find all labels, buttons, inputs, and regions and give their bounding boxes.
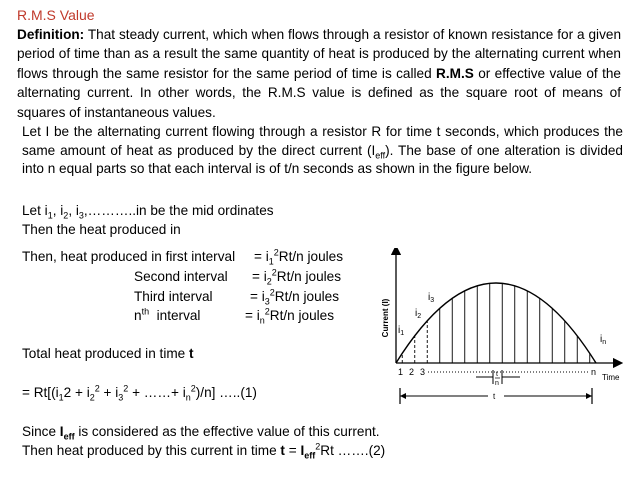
eq1-sub2: 2 bbox=[89, 392, 95, 403]
para2-a: Let I be the alternating current flowing through a resistor R for time t seconds, which produces the same amount of heat as produced by the direct current (I bbox=[22, 124, 623, 158]
second-interval-value bbox=[252, 267, 342, 287]
eq1-sub1: 1 bbox=[58, 392, 64, 403]
tick-3: 3 bbox=[420, 367, 426, 377]
eq1-d: + ……+ i bbox=[128, 385, 186, 400]
eq2-a: Then heat produced by this current in time bbox=[22, 443, 281, 458]
first-eq: = i bbox=[254, 249, 269, 264]
eq2-eff: eff bbox=[304, 450, 316, 461]
total-heat-line bbox=[22, 346, 194, 361]
eq1-subn: n bbox=[185, 392, 191, 403]
definition-text: That steady current, which when flows through a resistor of known resistance for a given period of time than as a result the same quantity of heat is produced by the alternating current when flows through the same resistor for the same period of time is called bbox=[17, 27, 621, 81]
mid-sub3: 3 bbox=[78, 210, 84, 221]
i2-label: $i_2$ bbox=[415, 308, 422, 320]
second-tail: Rt/n joules bbox=[276, 269, 342, 284]
mid-d: ,………..in be the mid ordinates bbox=[83, 203, 274, 218]
y-axis-label: Current (I) bbox=[381, 298, 390, 338]
since-I: I bbox=[59, 424, 64, 439]
para2-eff: eff bbox=[375, 150, 386, 161]
current-curve bbox=[396, 283, 596, 363]
third-interval-label: Third interval bbox=[134, 289, 213, 304]
tick-2: 2 bbox=[409, 367, 415, 377]
first-interval-value bbox=[254, 247, 344, 267]
mid-sub2: 2 bbox=[63, 210, 69, 221]
third-eq: = i bbox=[250, 289, 265, 304]
eq1-sup3: 2 bbox=[123, 383, 129, 394]
nth-eq: = i bbox=[245, 308, 260, 323]
nth-th: th bbox=[141, 306, 150, 317]
tick-n: n bbox=[591, 367, 597, 377]
third-tail: Rt/n joules bbox=[274, 289, 340, 304]
mid-c: , i bbox=[68, 203, 79, 218]
nth-tail: Rt/n joules bbox=[269, 308, 335, 323]
since-a: Since bbox=[22, 424, 60, 439]
nth-rest: interval bbox=[149, 308, 201, 323]
eq1-e: )/n] …..(1) bbox=[195, 385, 257, 400]
eq1-c: + i bbox=[99, 385, 119, 400]
equation-2 bbox=[22, 441, 386, 461]
eq1-a: = Rt[(i bbox=[22, 385, 59, 400]
mid-sub1: 1 bbox=[47, 210, 53, 221]
definition-paragraph bbox=[17, 25, 621, 122]
nth-sup: 2 bbox=[264, 306, 270, 317]
t-label: t bbox=[493, 392, 496, 401]
x-axis-label: Time bbox=[602, 373, 620, 382]
second-sub: 2 bbox=[266, 276, 272, 287]
mid-a: Let i bbox=[22, 203, 48, 218]
eq1-b: 2 + i bbox=[63, 385, 90, 400]
definition-label: Definition: bbox=[17, 27, 85, 42]
nth-n: n bbox=[134, 308, 142, 323]
eq2-I: I bbox=[300, 443, 305, 458]
third-sub: 3 bbox=[264, 296, 270, 307]
since-eff: eff bbox=[63, 431, 75, 442]
third-interval-value bbox=[250, 287, 340, 307]
i3-label: $i_3$ bbox=[428, 292, 435, 304]
eq1-sub3: 3 bbox=[118, 392, 124, 403]
total-heat-t: t bbox=[189, 346, 194, 361]
total-heat-text: Total heat produced in time bbox=[22, 346, 190, 361]
mid-ordinates-line bbox=[22, 203, 274, 221]
since-line bbox=[22, 424, 380, 442]
frac-num: t bbox=[496, 371, 498, 378]
slide-title: R.M.S Value bbox=[17, 7, 95, 23]
eq1-supn: 2 bbox=[190, 383, 196, 394]
nth-interval-value bbox=[245, 306, 335, 326]
tick-1: 1 bbox=[398, 367, 404, 377]
t-arrow-left bbox=[400, 393, 406, 399]
frac-den: n bbox=[495, 380, 499, 387]
first-tail: Rt/n joules bbox=[278, 249, 344, 264]
then-heat-line: Then the heat produced in bbox=[22, 222, 181, 237]
second-interval-label: Second interval bbox=[134, 269, 228, 284]
first-sup: 2 bbox=[273, 247, 279, 258]
third-sup: 2 bbox=[269, 287, 275, 298]
eq2-sup: 2 bbox=[315, 441, 321, 452]
eq2-c: Rt …….(2) bbox=[320, 443, 386, 458]
since-d: is considered as the effective value of this current. bbox=[74, 424, 380, 439]
i1-label: $i_1$ bbox=[398, 325, 405, 337]
sine-wave-figure bbox=[378, 248, 626, 408]
eq2-t: t bbox=[280, 443, 285, 458]
nth-interval-label bbox=[134, 308, 200, 323]
definition-bold-term: R.M.S bbox=[436, 65, 474, 81]
mid-ordinates bbox=[402, 283, 590, 363]
first-sub: 1 bbox=[268, 256, 274, 267]
definition-text-2: or effective value of the alternating current. In other words, the R.M.S value is defined as the square root of means of squares of instantaneous values. bbox=[17, 65, 621, 120]
in-label: $i_n$ bbox=[600, 334, 607, 346]
eq2-b: = bbox=[284, 443, 301, 458]
second-eq: = i bbox=[252, 269, 267, 284]
para2-b: ). The base of one alteration is divided into n equal parts so that each interval is of t/n seconds as shown in the figure below. bbox=[22, 142, 623, 177]
t-arrow-right bbox=[586, 393, 592, 399]
first-interval-label: Then, heat produced in first interval bbox=[22, 249, 236, 264]
eq1-sup2: 2 bbox=[94, 383, 100, 394]
mid-b: , i bbox=[52, 203, 64, 218]
nth-sub: n bbox=[259, 315, 265, 326]
equation-1 bbox=[22, 383, 257, 403]
second-sup: 2 bbox=[271, 267, 277, 278]
explanation-paragraph bbox=[22, 123, 623, 179]
